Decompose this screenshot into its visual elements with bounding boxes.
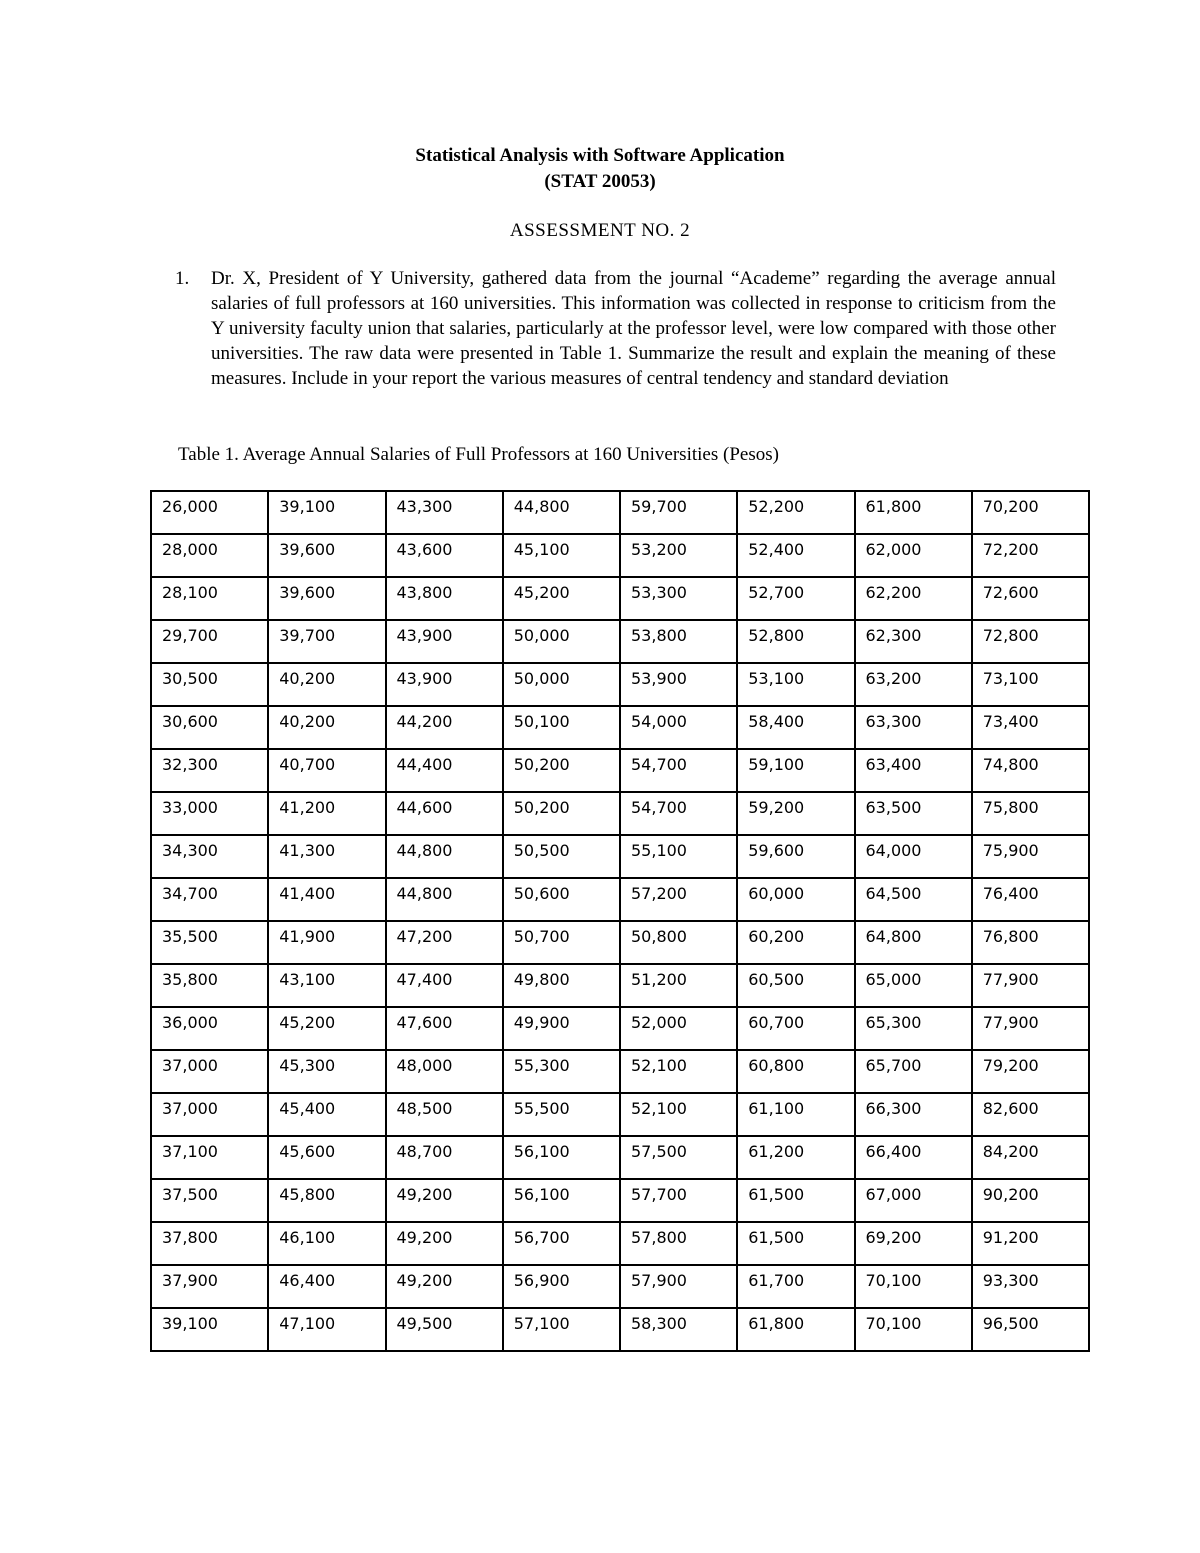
table-cell: 39,100 [151,1308,268,1351]
salary-table-body [151,491,1089,1351]
table-cell: 43,100 [268,964,385,1007]
table-cell: 49,200 [386,1222,503,1265]
table-cell: 57,200 [620,878,737,921]
table-row [151,1308,1089,1351]
table-cell: 43,900 [386,663,503,706]
table-cell: 48,000 [386,1050,503,1093]
table-row [151,878,1089,921]
table-cell: 51,200 [620,964,737,1007]
table-cell: 63,200 [855,663,972,706]
table-cell: 50,500 [503,835,620,878]
table-cell: 56,700 [503,1222,620,1265]
table-cell: 77,900 [972,1007,1089,1050]
table-cell: 44,800 [386,835,503,878]
question-number: 1. [175,268,190,289]
table-cell: 34,700 [151,878,268,921]
table-cell: 37,500 [151,1179,268,1222]
table-cell: 91,200 [972,1222,1089,1265]
table-cell: 60,800 [737,1050,854,1093]
table-cell: 53,100 [737,663,854,706]
table-cell: 49,800 [503,964,620,1007]
table-cell: 54,700 [620,792,737,835]
table-cell: 55,100 [620,835,737,878]
table-cell: 56,100 [503,1136,620,1179]
table-cell: 37,900 [151,1265,268,1308]
table-row [151,749,1089,792]
table-cell: 77,900 [972,964,1089,1007]
table-cell: 44,800 [386,878,503,921]
table-cell: 67,000 [855,1179,972,1222]
question-text: Dr. X, President of Y University, gathered data from the journal “Academe” regarding the average annual salaries of full professors at 160 universities. This information was collected in response to criticism from the Y university faculty union that salaries, particularly at the professor level, were low compared with those other universities. The raw data were presented in Table 1. Summarize the result and explain the meaning of these measures. Include in your report the various measures of central tendency and standard deviation [211,268,1056,389]
table-row [151,577,1089,620]
document-title: Statistical Analysis with Software Application [415,145,785,166]
table-cell: 37,100 [151,1136,268,1179]
table-cell: 64,800 [855,921,972,964]
table-cell: 74,800 [972,749,1089,792]
table-cell: 50,000 [503,663,620,706]
table-cell: 62,300 [855,620,972,663]
table-cell: 35,800 [151,964,268,1007]
table-row [151,706,1089,749]
table-cell: 72,200 [972,534,1089,577]
table-cell: 43,600 [386,534,503,577]
table-cell: 53,200 [620,534,737,577]
table-row [151,534,1089,577]
table-cell: 55,300 [503,1050,620,1093]
table-cell: 50,700 [503,921,620,964]
table-cell: 39,700 [268,620,385,663]
course-code: (STAT 20053) [544,171,656,192]
table-cell: 50,000 [503,620,620,663]
table-cell: 64,500 [855,878,972,921]
table-cell: 52,000 [620,1007,737,1050]
table-cell: 70,200 [972,491,1089,534]
table-cell: 57,800 [620,1222,737,1265]
table-cell: 43,300 [386,491,503,534]
table-cell: 52,100 [620,1050,737,1093]
table-cell: 59,600 [737,835,854,878]
table-row [151,1007,1089,1050]
table-cell: 36,000 [151,1007,268,1050]
table-cell: 61,500 [737,1179,854,1222]
table-cell: 47,200 [386,921,503,964]
table-cell: 63,400 [855,749,972,792]
table-cell: 62,000 [855,534,972,577]
table-cell: 45,200 [268,1007,385,1050]
table-cell: 84,200 [972,1136,1089,1179]
table-cell: 61,800 [737,1308,854,1351]
table-cell: 96,500 [972,1308,1089,1351]
table-cell: 72,600 [972,577,1089,620]
table-cell: 44,800 [503,491,620,534]
table-cell: 93,300 [972,1265,1089,1308]
table-row [151,1093,1089,1136]
table-cell: 53,300 [620,577,737,620]
table-cell: 79,200 [972,1050,1089,1093]
table-row [151,491,1089,534]
table-cell: 45,200 [503,577,620,620]
table-row [151,1265,1089,1308]
table-cell: 58,300 [620,1308,737,1351]
table-cell: 41,300 [268,835,385,878]
table-cell: 52,100 [620,1093,737,1136]
table-cell: 39,600 [268,577,385,620]
table-cell: 37,000 [151,1050,268,1093]
table-cell: 57,100 [503,1308,620,1351]
table-cell: 41,200 [268,792,385,835]
table-row [151,620,1089,663]
table-cell: 50,600 [503,878,620,921]
table-cell: 75,900 [972,835,1089,878]
table-cell: 57,900 [620,1265,737,1308]
table-cell: 45,400 [268,1093,385,1136]
table-cell: 47,100 [268,1308,385,1351]
table-cell: 32,300 [151,749,268,792]
table-cell: 46,100 [268,1222,385,1265]
table-cell: 61,200 [737,1136,854,1179]
table-cell: 66,300 [855,1093,972,1136]
table-cell: 45,300 [268,1050,385,1093]
table-cell: 57,500 [620,1136,737,1179]
table-cell: 56,100 [503,1179,620,1222]
table-cell: 45,100 [503,534,620,577]
table-cell: 90,200 [972,1179,1089,1222]
table-row [151,1050,1089,1093]
table-cell: 44,200 [386,706,503,749]
table-cell: 47,600 [386,1007,503,1050]
table-cell: 56,900 [503,1265,620,1308]
table-cell: 63,300 [855,706,972,749]
table-cell: 49,500 [386,1308,503,1351]
table-cell: 54,000 [620,706,737,749]
table-cell: 57,700 [620,1179,737,1222]
table-cell: 30,500 [151,663,268,706]
table-cell: 50,200 [503,749,620,792]
table-cell: 49,200 [386,1265,503,1308]
assessment-heading: ASSESSMENT NO. 2 [509,220,691,241]
table-cell: 76,800 [972,921,1089,964]
table-row [151,1222,1089,1265]
table-cell: 44,600 [386,792,503,835]
table-cell: 52,700 [737,577,854,620]
table-row [151,1136,1089,1179]
table-cell: 50,800 [620,921,737,964]
table-row [151,835,1089,878]
table-cell: 35,500 [151,921,268,964]
table-cell: 63,500 [855,792,972,835]
table-cell: 59,100 [737,749,854,792]
table-cell: 65,700 [855,1050,972,1093]
table-cell: 53,800 [620,620,737,663]
table-cell: 55,500 [503,1093,620,1136]
table-cell: 70,100 [855,1265,972,1308]
table-cell: 28,100 [151,577,268,620]
table-row [151,921,1089,964]
table-cell: 53,900 [620,663,737,706]
table-cell: 61,700 [737,1265,854,1308]
table-cell: 52,800 [737,620,854,663]
table-cell: 70,100 [855,1308,972,1351]
table-cell: 46,400 [268,1265,385,1308]
table-row [151,1179,1089,1222]
table-cell: 65,000 [855,964,972,1007]
table-cell: 43,800 [386,577,503,620]
table-cell: 49,200 [386,1179,503,1222]
table-cell: 61,500 [737,1222,854,1265]
table-cell: 40,200 [268,706,385,749]
table-cell: 34,300 [151,835,268,878]
table-cell: 45,800 [268,1179,385,1222]
table-cell: 60,200 [737,921,854,964]
table-cell: 52,400 [737,534,854,577]
table-cell: 73,100 [972,663,1089,706]
table-cell: 59,200 [737,792,854,835]
table-cell: 69,200 [855,1222,972,1265]
table-cell: 75,800 [972,792,1089,835]
table-cell: 60,500 [737,964,854,1007]
table-cell: 49,900 [503,1007,620,1050]
table-cell: 37,800 [151,1222,268,1265]
table-row [151,964,1089,1007]
table-cell: 37,000 [151,1093,268,1136]
table-row [151,792,1089,835]
table-cell: 41,900 [268,921,385,964]
table-cell: 64,000 [855,835,972,878]
table-row [151,663,1089,706]
table-cell: 29,700 [151,620,268,663]
table-cell: 54,700 [620,749,737,792]
salary-table [150,490,1090,1352]
table-cell: 65,300 [855,1007,972,1050]
table-cell: 40,200 [268,663,385,706]
table-cell: 39,100 [268,491,385,534]
table-cell: 50,200 [503,792,620,835]
table-cell: 44,400 [386,749,503,792]
table-cell: 61,100 [737,1093,854,1136]
table-cell: 39,600 [268,534,385,577]
table-cell: 52,200 [737,491,854,534]
table-cell: 43,900 [386,620,503,663]
table-caption: Table 1. Average Annual Salaries of Full Professors at 160 Universities (Pesos) [178,444,779,465]
table-cell: 82,600 [972,1093,1089,1136]
table-cell: 73,400 [972,706,1089,749]
table-cell: 60,000 [737,878,854,921]
table-cell: 61,800 [855,491,972,534]
table-cell: 58,400 [737,706,854,749]
table-cell: 60,700 [737,1007,854,1050]
table-cell: 26,000 [151,491,268,534]
table-cell: 50,100 [503,706,620,749]
table-cell: 66,400 [855,1136,972,1179]
table-cell: 48,500 [386,1093,503,1136]
table-cell: 30,600 [151,706,268,749]
table-cell: 41,400 [268,878,385,921]
table-cell: 45,600 [268,1136,385,1179]
table-cell: 28,000 [151,534,268,577]
table-cell: 47,400 [386,964,503,1007]
table-cell: 48,700 [386,1136,503,1179]
table-cell: 40,700 [268,749,385,792]
table-cell: 59,700 [620,491,737,534]
table-cell: 76,400 [972,878,1089,921]
table-cell: 62,200 [855,577,972,620]
table-cell: 33,000 [151,792,268,835]
table-cell: 72,800 [972,620,1089,663]
